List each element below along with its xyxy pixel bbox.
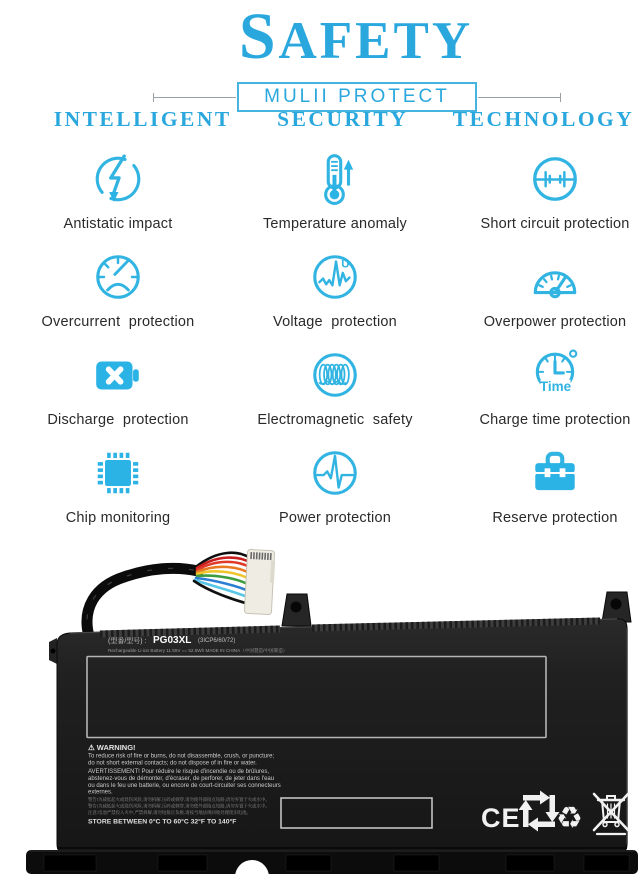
svg-text:To reduce risk of fire or burn: To reduce risk of fire or burns, do not disassemble, crush, or puncture;: [88, 753, 275, 760]
reserve-icon: [528, 445, 582, 501]
overcurrent-icon: [91, 249, 145, 305]
feature-overcurrent: [14, 249, 222, 347]
ce-mark: CE: [481, 803, 521, 833]
mobius-recycle-icon: ♻: [556, 802, 583, 835]
svg-text:externes.: externes.: [88, 789, 113, 796]
battery-cable: [87, 549, 276, 640]
feature-power: [222, 445, 448, 543]
discharge-icon: [91, 347, 145, 403]
feature-antistatic: [14, 151, 222, 249]
feature-label: Overpower protection: [483, 314, 627, 330]
feature-voltage: [222, 249, 448, 347]
clock-time-text: Time: [539, 379, 572, 395]
battery-photo: [0, 530, 640, 880]
title-first-letter: S: [238, 0, 279, 73]
antistatic-icon: [91, 151, 145, 207]
feature-reserve: [462, 445, 640, 543]
feature-chip: [14, 445, 222, 543]
storage-line: STORE BETWEEN 0°C TO 60°C 32°F TO 140°F: [88, 818, 237, 826]
temperature-icon: [308, 151, 362, 207]
voltage-icon: [308, 249, 362, 305]
voltage-u-letter: U: [341, 258, 350, 271]
short-circuit-icon: [528, 151, 582, 207]
feature-label: Discharge protection: [47, 412, 189, 428]
model-suffix: (3ICP6/60/72): [198, 638, 236, 644]
svg-text:do not short external contacts: do not short external contacts; do not dispose of in fire or water.: [88, 760, 257, 767]
svg-text:警告!为减低起火或烧伤风险,请勿拆解,压碎或刺穿,请勿使外部: 警告!为减低起火或烧伤风险,请勿拆解,压碎或刺穿,请勿使外部接点短路,请勿弃置于火或水中。: [88, 803, 270, 809]
feature-label: Overcurrent protection: [41, 314, 195, 330]
title-rest: AFETY: [278, 12, 474, 70]
warning-header: ⚠ WARNING!: [88, 743, 136, 752]
spec-line: Rechargeable Li-ion Battery 11.55V == 52.5Wh MADE IN CHINA（中国製造/中国制造）: [108, 648, 288, 653]
feature-charge-time: [462, 347, 640, 445]
divider-line-right: [478, 97, 560, 98]
model-prefix: (型番/型号) :: [108, 638, 147, 645]
features-grid: [14, 151, 634, 543]
svg-text:注意:电池严禁投入火中,严禁拆解,请勿短接正负极,请按当地法: 注意:电池严禁投入火中,严禁拆解,请勿短接正负极,请按当地法规回收处理废旧电池。: [88, 810, 251, 815]
wire-connector: [244, 549, 275, 614]
feature-electromagnetic: [222, 347, 448, 445]
feature-label: Reserve protection: [492, 510, 618, 526]
feature-label: Power protection: [278, 510, 391, 526]
battery-base: [26, 850, 638, 880]
svg-text:ou dans le feu une batterie, o: ou dans le feu une batterie, ou encore de court-circuiter ses connecteurs: [88, 783, 281, 789]
page-title: [36, 0, 640, 73]
overpower-icon: [528, 249, 582, 305]
power-icon: [308, 445, 362, 501]
feature-label: Temperature anomaly: [262, 216, 408, 232]
feature-label: Antistatic impact: [63, 216, 173, 232]
divider-line-left: [154, 97, 236, 98]
svg-text:AVERTISSEMENT! Pour réduire le: AVERTISSEMENT! Pour réduire le risque d'incendie ou de brûlures,: [88, 769, 270, 775]
feature-short-circuit: [462, 151, 640, 249]
divider-tick-right: [560, 93, 561, 102]
feature-overpower: [462, 249, 640, 347]
subtitle: INTELLIGENT SECURITY TECHNOLOGY: [53, 107, 635, 131]
charge-time-icon: [528, 347, 582, 403]
electromagnetic-icon: [308, 347, 362, 403]
feature-discharge: [14, 347, 222, 445]
multi-protect-badge: MULII PROTECT: [237, 82, 477, 112]
feature-label: Voltage protection: [273, 314, 397, 330]
svg-text:警告!为减低起火或烧伤风险,请勿拆解,压碎或刺穿,请勿使外部: 警告!为减低起火或烧伤风险,请勿拆解,压碎或刺穿,请勿使外部接点短路,请勿弃置于火或水中。: [88, 797, 270, 802]
chip-icon: [91, 445, 145, 501]
feature-label: Short circuit protection: [480, 216, 630, 232]
model-number: PG03XL: [153, 635, 192, 646]
feature-label: Charge time protection: [479, 412, 631, 428]
svg-text:abstenez-vous de démonter, d'é: abstenez-vous de démonter, d'écraser, de perforer, de jeter dans l'eau: [88, 776, 275, 782]
wire-bundle: [194, 553, 251, 604]
feature-label: Electromagnetic safety: [257, 412, 413, 428]
feature-label: Chip monitoring: [65, 510, 171, 526]
feature-temperature: [222, 151, 448, 249]
